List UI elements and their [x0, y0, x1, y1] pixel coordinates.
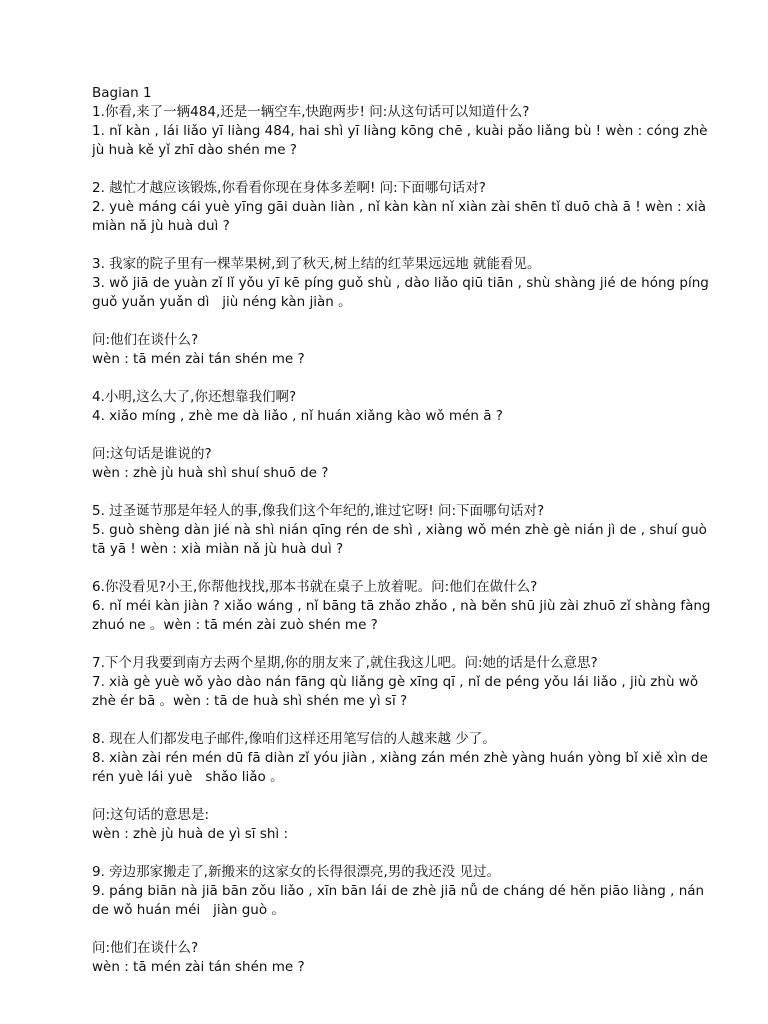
text-block — [92, 730, 728, 787]
text-line: 9. 旁边那家搬走了,新搬来的这家女的长得很漂亮,男的我还没 见过。 — [92, 864, 501, 880]
text-line: 5. guò shèng dàn jié nà shì nián qīng rén de shì , xiàng wǒ mén zhè gè nián jì de , shuí guò — [92, 522, 707, 538]
text-block — [92, 654, 728, 711]
text-block — [92, 578, 728, 635]
text-line: 8. xiàn zài rén mén dū fā diàn zǐ yóu jiàn , xiàng zán mén zhè yàng huán yòng bǐ xiě xìn de — [92, 750, 708, 766]
text-block — [92, 445, 728, 483]
text-line: 3. wǒ jiā de yuàn zǐ lǐ yǒu yī kē píng guǒ shù , dào liǎo qiū tiān , shù shàng jié de hóng píng — [92, 275, 709, 291]
text-line: guǒ yuǎn yuǎn dì jiù néng kàn jiàn 。 — [92, 294, 352, 310]
text-line: zhuó ne 。wèn : tā mén zài zuò shén me ? — [92, 617, 378, 633]
text-block — [92, 863, 728, 920]
text-block — [92, 939, 728, 977]
text-line: 6.你没看见?小王,你帮他找找,那本书就在桌子上放着呢。问:他们在做什么? — [92, 579, 538, 595]
text-line: 5. 过圣诞节那是年轻人的事,像我们这个年纪的,谁过它呀! 问:下面哪句话对? — [92, 503, 545, 519]
text-block — [92, 502, 728, 559]
text-line: tā yā ! wèn : xià miàn nǎ jù huà duì ? — [92, 541, 344, 557]
text-line: 问:这句话的意思是: — [92, 807, 210, 823]
text-line: 问:他们在谈什么? — [92, 332, 199, 348]
text-line: 2. yuè máng cái yuè yīng gāi duàn liàn , nǐ kàn kàn nǐ xiàn zài shēn tǐ duō chà ā ! wèn : xià — [92, 199, 706, 215]
text-line: jù huà kě yǐ zhī dào shén me ? — [92, 142, 297, 158]
text-line: 1.你看,来了一辆484,还是一辆空车,快跑两步! 问:从这句话可以知道什么? — [92, 104, 530, 120]
text-block — [92, 255, 728, 312]
text-line: wèn : zhè jù huà shì shuí shuō de ? — [92, 465, 329, 481]
text-block — [92, 388, 728, 426]
text-line: 7.下个月我要到南方去两个星期,你的朋友来了,就住我这儿吧。问:她的话是什么意思? — [92, 655, 598, 671]
text-line: de wǒ huán méi jiàn guò 。 — [92, 902, 285, 918]
text-line: wèn : zhè jù huà de yì sī shì : — [92, 826, 289, 842]
text-block — [92, 806, 728, 844]
text-line: rén yuè lái yuè shǎo liǎo 。 — [92, 769, 284, 785]
text-line: 9. páng biān nà jiā bān zǒu liǎo , xīn bān lái de zhè jiā nǚ de cháng dé hěn piāo liàng , nán — [92, 883, 705, 899]
text-line: 4. xiǎo míng , zhè me dà liǎo , nǐ huán xiǎng kào wǒ mén ā ? — [92, 408, 503, 424]
text-line: 1. nǐ kàn , lái liǎo yī liàng 484, hai shì yī liàng kōng chē , kuài pǎo liǎng bù ! wèn : cóng zhè — [92, 123, 708, 139]
text-block — [92, 331, 728, 369]
text-line: 3. 我家的院子里有一棵苹果树,到了秋天,树上结的红苹果远远地 就能看见。 — [92, 256, 541, 272]
text-line: wèn : tā mén zài tán shén me ? — [92, 959, 305, 975]
text-line: 8. 现在人们都发电子邮件,像咱们这样还用笔写信的人越来越 少了。 — [92, 731, 496, 747]
text-line: 7. xià gè yuè wǒ yào dào nán fāng qù liǎng gè xīng qī , nǐ de péng yǒu lái liǎo , jiù zhù wǒ — [92, 674, 699, 690]
text-line: 2. 越忙才越应该锻炼,你看看你现在身体多差啊! 问:下面哪句话对? — [92, 180, 486, 196]
text-line: miàn nǎ jù huà duì ? — [92, 218, 230, 234]
text-line: zhè ér bā 。wèn : tā de huà shì shén me yì sī ? — [92, 693, 408, 709]
section-heading: Bagian 1 — [92, 85, 152, 101]
text-block — [92, 103, 728, 160]
text-line: 4.小明,这么大了,你还想靠我们啊? — [92, 389, 297, 405]
text-block — [92, 179, 728, 236]
text-line: wèn : tā mén zài tán shén me ? — [92, 351, 305, 367]
text-line: 6. nǐ méi kàn jiàn ? xiǎo wáng , nǐ bāng tā zhǎo zhǎo , nà běn shū jiù zài zhuō zǐ shàng fàng — [92, 598, 711, 614]
text-line: 问:这句话是谁说的? — [92, 446, 212, 462]
text-line: 问:他们在谈什么? — [92, 940, 199, 956]
question-list — [92, 103, 728, 977]
